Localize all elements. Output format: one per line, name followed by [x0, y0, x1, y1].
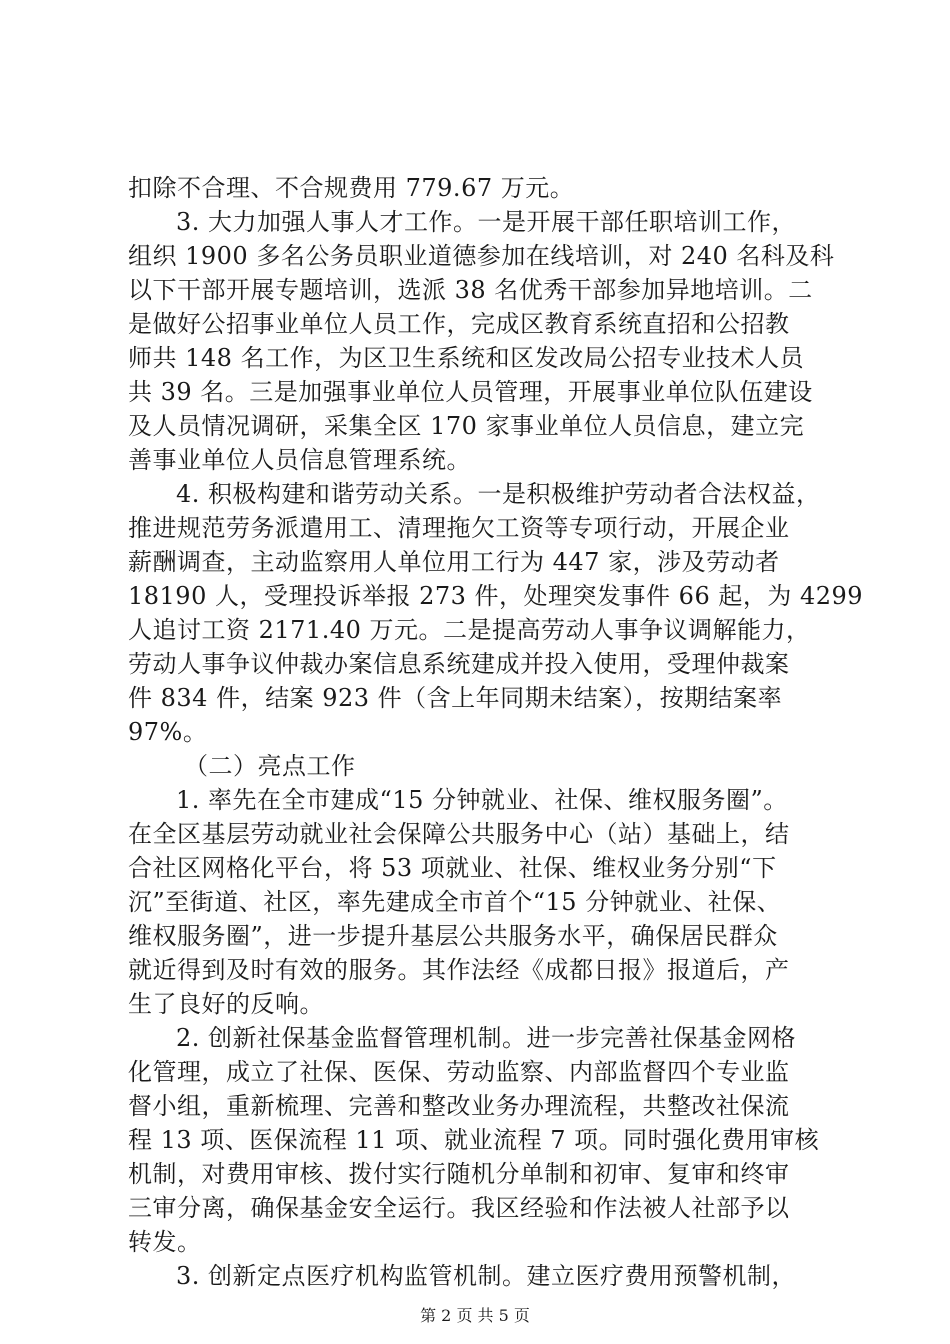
- text-line: 人追讨工资 2171.40 万元。二是提高劳动人事争议调解能力，: [128, 616, 811, 644]
- section-heading: （二）亮点工作: [184, 752, 356, 780]
- text-line: 1. 率先在全市建成“15 分钟就业、社保、维权服务圈”。: [176, 786, 788, 814]
- text-line: 劳动人事争议仲裁办案信息系统建成并投入使用，受理仲裁案: [128, 650, 790, 678]
- text-line: 善事业单位人员信息管理系统。: [128, 446, 471, 474]
- text-line: 转发。: [128, 1228, 202, 1256]
- page-footer: 第 2 页 共 5 页: [420, 1306, 530, 1325]
- text-line: 薪酬调查，主动监察用人单位用工行为 447 家，涉及劳动者: [128, 548, 780, 576]
- text-line: 组织 1900 多名公务员职业道德参加在线培训，对 240 名科及科: [128, 242, 835, 270]
- text-line: 在全区基层劳动就业社会保障公共服务中心（站）基础上，结: [128, 820, 790, 848]
- text-line: 生了良好的反响。: [128, 990, 324, 1018]
- text-line: 以下干部开展专题培训，选派 38 名优秀干部参加异地培训。二: [128, 276, 813, 304]
- text-line: 合社区网格化平台，将 53 项就业、社保、维权业务分别“下: [128, 854, 777, 882]
- text-line: 3. 创新定点医疗机构监管机制。建立医疗费用预警机制，: [176, 1262, 797, 1290]
- text-line: 三审分离，确保基金安全运行。我区经验和作法被人社部予以: [128, 1194, 790, 1222]
- text-line: 2. 创新社保基金监督管理机制。进一步完善社保基金网格: [176, 1024, 797, 1052]
- text-line: 扣除不合理、不合规费用 779.67 万元。: [128, 174, 575, 202]
- text-line: 师共 148 名工作，为区卫生系统和区发改局公招专业技术人员: [128, 344, 805, 372]
- text-line: 3. 大力加强人事人才工作。一是开展干部任职培训工作，: [176, 208, 797, 236]
- text-line: 推进规范劳务派遣用工、清理拖欠工资等专项行动，开展企业: [128, 514, 790, 542]
- text-line: 共 39 名。三是加强事业单位人员管理，开展事业单位队伍建设: [128, 378, 813, 406]
- text-line: 及人员情况调研，采集全区 170 家事业单位人员信息，建立完: [128, 412, 805, 440]
- text-line: 4. 积极构建和谐劳动关系。一是积极维护劳动者合法权益，: [176, 480, 821, 508]
- text-line: 程 13 项、医保流程 11 项、就业流程 7 项。同时强化费用审核: [128, 1126, 820, 1154]
- text-line: 维权服务圈”，进一步提升基层公共服务水平，确保居民群众: [128, 922, 778, 950]
- text-line: 就近得到及时有效的服务。其作法经《成都日报》报道后，产: [128, 956, 790, 984]
- text-line: 化管理，成立了社保、医保、劳动监察、内部监督四个专业监: [128, 1058, 790, 1086]
- text-line: 18190 人，受理投诉举报 273 件，处理突发事件 66 起，为 4299: [128, 582, 864, 610]
- text-line: 件 834 件，结案 923 件（含上年同期未结案），按期结案率: [128, 684, 783, 712]
- text-line: 97%。: [128, 718, 208, 746]
- text-line: 是做好公招事业单位人员工作，完成区教育系统直招和公招教: [128, 310, 790, 338]
- text-line: 督小组，重新梳理、完善和整改业务办理流程，共整改社保流: [128, 1092, 790, 1120]
- text-line: 机制，对费用审核、拨付实行随机分单制和初审、复审和终审: [128, 1160, 790, 1188]
- text-line: 沉”至街道、社区，率先建成全市首个“15 分钟就业、社保、: [128, 888, 782, 916]
